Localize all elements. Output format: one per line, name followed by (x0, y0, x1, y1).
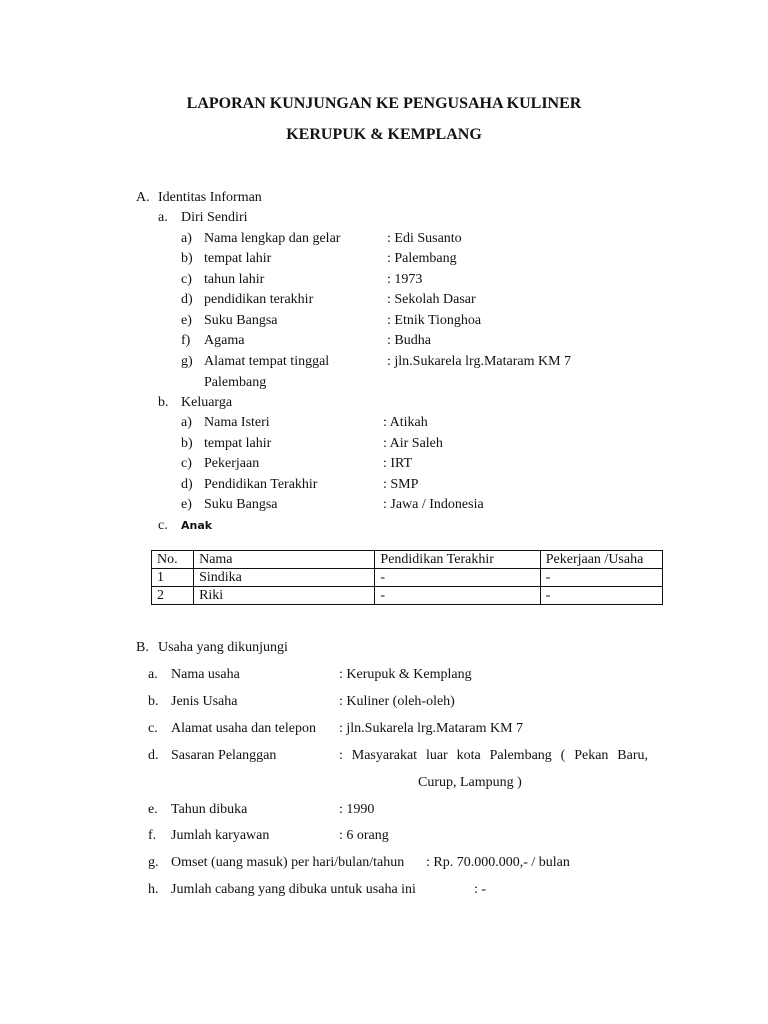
item-value: : Palembang (387, 251, 457, 266)
item-value: : Rp. 70.000.000,- / bulan (426, 855, 570, 870)
document-title: LAPORAN KUNJUNGAN KE PENGUSAHA KULINER (186, 95, 582, 112)
item-label: Nama usaha (171, 667, 240, 682)
item-label: Nama Isteri (204, 415, 270, 430)
item-marker: a. (148, 667, 158, 682)
table-header-row (152, 551, 663, 569)
item-label: Tahun dibuka (171, 802, 248, 817)
alamat-continuation: Palembang (204, 375, 267, 390)
section-a-marker: A. (136, 190, 150, 205)
item-value: : Sekolah Dasar (387, 292, 476, 307)
item-value: : Air Saleh (383, 436, 443, 451)
sasaran-continuation: Curup, Lampung ) (418, 775, 522, 790)
item-value: : 6 orang (339, 828, 389, 843)
header-no: No. (152, 551, 194, 569)
item-value: : 1973 (387, 272, 423, 287)
item-marker: d) (181, 477, 193, 492)
section-a-title: Identitas Informan (158, 190, 262, 205)
anak-marker: c. (158, 518, 168, 533)
item-marker: g. (148, 855, 159, 870)
item-label: Suku Bangsa (204, 497, 278, 512)
item-marker: g) (181, 354, 193, 369)
item-label: Pendidikan Terakhir (204, 477, 318, 492)
anak-title: Anak (181, 519, 213, 532)
section-b-marker: B. (136, 640, 149, 655)
item-value: : Atikah (383, 415, 428, 430)
item-value: : - (474, 882, 487, 897)
item-marker: a) (181, 231, 192, 246)
anak-table (151, 550, 663, 605)
header-nama: Nama (194, 551, 375, 569)
item-label: tempat lahir (204, 251, 272, 266)
item-marker: f. (148, 828, 157, 843)
item-label: Pekerjaan (204, 456, 260, 471)
cell-pekerjaan: - (540, 587, 662, 605)
item-marker: e) (181, 313, 192, 328)
item-marker: a) (181, 415, 192, 430)
cell-pekerjaan: - (540, 569, 662, 587)
item-marker: c) (181, 272, 192, 287)
item-marker: b. (148, 694, 159, 709)
item-marker: b) (181, 436, 193, 451)
item-label: Omset (uang masuk) per hari/bulan/tahun (171, 855, 405, 870)
item-marker: e) (181, 497, 192, 512)
item-label: pendidikan terakhir (204, 292, 314, 307)
item-value: : 1990 (339, 802, 375, 817)
diri-sendiri-marker: a. (158, 210, 168, 225)
item-label: Alamat tempat tinggal (204, 354, 330, 369)
item-label: Sasaran Pelanggan (171, 748, 277, 763)
item-value: : Kerupuk & Kemplang (339, 667, 472, 682)
item-marker: b) (181, 251, 193, 266)
diri-sendiri-title: Diri Sendiri (181, 210, 248, 225)
table-row (152, 569, 663, 587)
header-pendidikan: Pendidikan Terakhir (375, 551, 540, 569)
item-label: Alamat usaha dan telepon (171, 721, 317, 736)
cell-nama: Riki (194, 587, 375, 605)
cell-pendidikan: - (375, 587, 540, 605)
item-value: : Jawa / Indonesia (383, 497, 484, 512)
item-marker: f) (181, 333, 191, 348)
usaha-item-sasaran (0, 746, 768, 766)
item-label: Jenis Usaha (171, 694, 238, 709)
item-value: : Budha (387, 333, 431, 348)
item-value: : Etnik Tionghoa (387, 313, 482, 328)
item-value: : jln.Sukarela lrg.Mataram KM 7 (387, 354, 572, 369)
item-marker: e. (148, 802, 158, 817)
keluarga-title: Keluarga (181, 395, 233, 410)
keluarga-marker: b. (158, 395, 169, 410)
item-label: Jumlah cabang yang dibuka untuk usaha ini (171, 882, 416, 897)
item-value: : Kuliner (oleh-oleh) (339, 694, 455, 709)
item-value: : jln.Sukarela lrg.Mataram KM 7 (339, 721, 524, 736)
item-label: tempat lahir (204, 436, 272, 451)
table-row (152, 587, 663, 605)
item-label: tahun lahir (204, 272, 265, 287)
item-marker: h. (148, 882, 159, 897)
item-marker: c) (181, 456, 192, 471)
cell-no: 1 (152, 569, 194, 587)
cell-nama: Sindika (194, 569, 375, 587)
item-marker: c. (148, 721, 158, 736)
cell-no: 2 (152, 587, 194, 605)
cell-pendidikan: - (375, 569, 540, 587)
item-marker: d. (148, 748, 159, 763)
item-value: : SMP (383, 477, 419, 492)
item-value: : IRT (383, 456, 413, 471)
item-label: Suku Bangsa (204, 313, 278, 328)
item-label: Agama (204, 333, 245, 348)
document-subtitle: KERUPUK & KEMPLANG (286, 126, 482, 143)
header-pekerjaan: Pekerjaan /Usaha (540, 551, 662, 569)
item-marker: d) (181, 292, 193, 307)
item-label: Nama lengkap dan gelar (204, 231, 341, 246)
item-value: : Edi Susanto (387, 231, 462, 246)
item-label: Jumlah karyawan (171, 828, 270, 843)
item-value: : Masyarakat luar kota Palembang ( Pekan Baru, (339, 748, 648, 763)
section-b-title: Usaha yang dikunjungi (158, 640, 288, 655)
